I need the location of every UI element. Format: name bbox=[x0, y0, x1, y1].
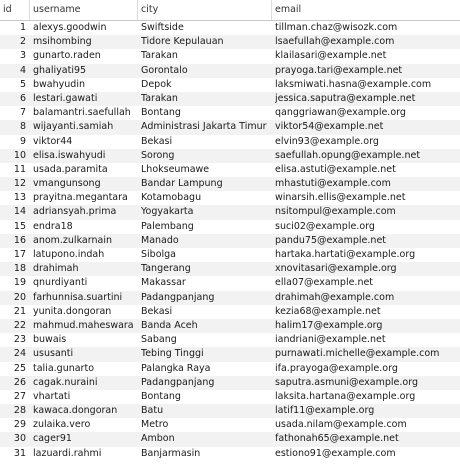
cell-city[interactable]: Sibolga bbox=[141, 249, 177, 260]
cell-username[interactable]: ususanti bbox=[33, 348, 74, 360]
cell-email[interactable]: viktor54@example.net bbox=[275, 121, 384, 133]
cell-email[interactable]: ella07@example.net bbox=[275, 277, 374, 289]
cell-city[interactable]: Makassar bbox=[141, 277, 186, 289]
cell-email[interactable]: usada.nilam@example.com bbox=[275, 419, 407, 431]
table-row[interactable] bbox=[0, 149, 460, 163]
cell-city[interactable]: Bekasi bbox=[141, 135, 173, 147]
cell-id[interactable]: 29 bbox=[13, 419, 26, 431]
cell-city[interactable]: Padangpanjang bbox=[141, 376, 215, 388]
cell-id[interactable]: 23 bbox=[13, 334, 26, 346]
cell-city[interactable]: Swiftside bbox=[141, 22, 184, 33]
table-row[interactable] bbox=[0, 163, 460, 177]
cell-city[interactable]: Bandar Lampung bbox=[141, 178, 223, 190]
cell-id[interactable]: 25 bbox=[13, 362, 26, 374]
table-row[interactable] bbox=[0, 276, 460, 290]
cell-email[interactable]: ifa.prayoga@example.org bbox=[275, 362, 398, 374]
cell-email[interactable]: klailasari@example.net bbox=[275, 50, 387, 62]
cell-id[interactable]: 10 bbox=[13, 149, 26, 161]
table-header bbox=[0, 0, 460, 21]
cell-city[interactable]: Palembang bbox=[141, 220, 194, 232]
table-row[interactable] bbox=[0, 78, 460, 92]
table-row[interactable] bbox=[0, 347, 460, 361]
cell-city[interactable]: Tarakan bbox=[141, 50, 178, 62]
column-header-username[interactable]: username bbox=[30, 0, 138, 20]
cell-id[interactable]: 15 bbox=[13, 220, 26, 232]
cell-email[interactable]: purnawati.michelle@example.com bbox=[275, 348, 440, 360]
table-row[interactable] bbox=[0, 319, 460, 333]
cell-email[interactable]: estiono91@example.com bbox=[275, 447, 396, 459]
cell-email[interactable]: saefullah.opung@example.net bbox=[275, 149, 421, 161]
cell-city[interactable]: Bontang bbox=[141, 390, 181, 402]
cell-id[interactable]: 26 bbox=[13, 376, 26, 388]
cell-city[interactable]: Gorontalo bbox=[141, 64, 188, 76]
table-row[interactable] bbox=[0, 376, 460, 390]
cell-username[interactable]: prayitna.megantara bbox=[33, 192, 128, 204]
table-row[interactable] bbox=[0, 390, 460, 404]
cell-email[interactable]: tillman.chaz@wisozk.com bbox=[275, 22, 398, 33]
cell-username[interactable]: ghaliyati95 bbox=[33, 64, 87, 76]
cell-email[interactable]: prayoga.tari@example.net bbox=[275, 64, 403, 76]
cell-city[interactable]: Tidore Kepulauan bbox=[141, 36, 224, 48]
cell-username[interactable]: talia.gunarto bbox=[33, 362, 95, 374]
cell-city[interactable]: Tangerang bbox=[141, 263, 191, 275]
cell-id[interactable]: 24 bbox=[13, 348, 26, 360]
table-row[interactable] bbox=[0, 291, 460, 305]
cell-email[interactable]: laksita.hartana@example.org bbox=[275, 390, 416, 402]
cell-city[interactable]: Bekasi bbox=[141, 305, 173, 317]
cell-id[interactable]: 16 bbox=[13, 234, 26, 246]
cell-username[interactable]: yunita.dongoran bbox=[33, 305, 112, 317]
cell-id[interactable]: 18 bbox=[13, 263, 26, 275]
cell-email[interactable]: hartaka.hartati@example.org bbox=[275, 249, 416, 260]
cell-id[interactable]: 17 bbox=[13, 249, 26, 260]
table-row[interactable] bbox=[0, 64, 460, 78]
table-row[interactable] bbox=[0, 92, 460, 106]
cell-username[interactable]: zulaika.vero bbox=[33, 419, 91, 431]
cell-city[interactable]: Tarakan bbox=[141, 92, 178, 104]
cell-email[interactable]: qanggriawan@example.org bbox=[275, 107, 406, 119]
cell-username[interactable]: viktor44 bbox=[33, 135, 73, 147]
cell-id[interactable]: 6 bbox=[19, 92, 26, 104]
cell-username[interactable]: vmangunsong bbox=[33, 178, 101, 190]
cell-city[interactable]: Kotamobagu bbox=[141, 192, 202, 204]
cell-username[interactable]: kawaca.dongoran bbox=[33, 405, 118, 417]
cell-email[interactable]: laksmiwati.hasna@example.com bbox=[275, 78, 432, 90]
cell-username[interactable]: adriansyah.prima bbox=[33, 206, 117, 218]
cell-id[interactable]: 2 bbox=[19, 36, 26, 48]
cell-id[interactable]: 11 bbox=[13, 163, 26, 175]
cell-city[interactable]: Manado bbox=[141, 234, 179, 246]
table-row[interactable] bbox=[0, 432, 460, 446]
table-row[interactable] bbox=[0, 404, 460, 418]
cell-city[interactable]: Banjarmasin bbox=[141, 447, 201, 459]
cell-city[interactable]: Palangka Raya bbox=[141, 362, 211, 374]
cell-id[interactable]: 3 bbox=[19, 50, 26, 62]
column-header-id[interactable]: id bbox=[0, 0, 30, 20]
cell-email[interactable]: nsitompul@example.com bbox=[275, 206, 396, 218]
cell-username[interactable]: lazuardi.rahmi bbox=[33, 447, 102, 459]
table-row[interactable] bbox=[0, 106, 460, 120]
cell-id[interactable]: 31 bbox=[13, 447, 26, 459]
cell-username[interactable]: qnurdiyanti bbox=[33, 277, 88, 289]
cell-username[interactable]: alexys.goodwin bbox=[33, 22, 107, 33]
table-row[interactable] bbox=[0, 49, 460, 63]
cell-city[interactable]: Padangpanjang bbox=[141, 291, 215, 303]
cell-username[interactable]: cagak.nuraini bbox=[33, 376, 98, 388]
table-body bbox=[0, 21, 460, 461]
cell-email[interactable]: saputra.asmuni@example.org bbox=[275, 376, 418, 388]
cell-id[interactable]: 1 bbox=[19, 22, 26, 33]
table-row[interactable] bbox=[0, 35, 460, 49]
cell-username[interactable]: buwais bbox=[33, 334, 67, 346]
cell-email[interactable]: halim17@example.org bbox=[275, 319, 383, 331]
table-row[interactable] bbox=[0, 305, 460, 319]
cell-email[interactable]: xnovitasari@example.org bbox=[275, 263, 397, 275]
cell-id[interactable]: 22 bbox=[13, 319, 26, 331]
cell-email[interactable]: latif11@example.org bbox=[275, 405, 375, 417]
table-row[interactable] bbox=[0, 333, 460, 347]
cell-email[interactable]: pandu75@example.net bbox=[275, 234, 387, 246]
cell-email[interactable]: elisa.astuti@example.net bbox=[275, 163, 396, 175]
cell-id[interactable]: 19 bbox=[13, 277, 26, 289]
cell-email[interactable]: iandriani@example.net bbox=[275, 334, 386, 346]
cell-username[interactable]: drahimah bbox=[33, 263, 79, 275]
cell-id[interactable]: 21 bbox=[13, 305, 26, 317]
cell-username[interactable]: wijayanti.samiah bbox=[33, 121, 114, 133]
cell-id[interactable]: 5 bbox=[19, 78, 26, 90]
cell-city[interactable]: Administrasi Jakarta Timur bbox=[141, 121, 267, 133]
cell-city[interactable]: Ambon bbox=[141, 433, 175, 445]
cell-username[interactable]: anom.zulkarnain bbox=[33, 234, 112, 246]
cell-id[interactable]: 4 bbox=[19, 64, 26, 76]
cell-username[interactable]: lestari.gawati bbox=[33, 92, 98, 104]
cell-username[interactable]: latupono.indah bbox=[33, 249, 105, 260]
cell-city[interactable]: Sorong bbox=[141, 149, 175, 161]
cell-username[interactable]: farhunnisa.suartini bbox=[33, 291, 123, 303]
cell-id[interactable]: 8 bbox=[19, 121, 26, 133]
cell-username[interactable]: msihombing bbox=[33, 36, 92, 48]
cell-email[interactable]: kezia68@example.net bbox=[275, 305, 381, 317]
cell-id[interactable]: 13 bbox=[13, 192, 26, 204]
cell-email[interactable]: drahimah@example.com bbox=[275, 291, 395, 303]
cell-email[interactable]: suci02@example.org bbox=[275, 220, 375, 232]
cell-username[interactable]: balamantri.saefullah bbox=[33, 107, 131, 119]
cell-username[interactable]: gunarto.raden bbox=[33, 50, 101, 62]
table-row[interactable] bbox=[0, 418, 460, 432]
cell-username[interactable]: usada.paramita bbox=[33, 163, 108, 175]
table-row[interactable] bbox=[0, 120, 460, 134]
table-row[interactable] bbox=[0, 191, 460, 205]
cell-email[interactable]: lsaefullah@example.com bbox=[275, 36, 395, 48]
cell-city[interactable]: Banda Aceh bbox=[141, 319, 198, 331]
cell-username[interactable]: elisa.iswahyudi bbox=[33, 149, 106, 161]
cell-city[interactable]: Yogyakarta bbox=[141, 206, 194, 218]
column-header-city[interactable]: city bbox=[138, 0, 272, 20]
table-row[interactable] bbox=[0, 177, 460, 191]
table-row[interactable] bbox=[0, 362, 460, 376]
cell-email[interactable]: jessica.saputra@example.net bbox=[275, 92, 416, 104]
column-header-email[interactable]: email bbox=[275, 4, 302, 15]
table-row[interactable] bbox=[0, 220, 460, 234]
cell-username[interactable]: vhartati bbox=[33, 390, 71, 402]
cell-username[interactable]: mahmud.maheswara bbox=[33, 319, 134, 331]
cell-city[interactable]: Tebing Tinggi bbox=[141, 348, 204, 360]
table-row[interactable] bbox=[0, 262, 460, 276]
table-row[interactable] bbox=[0, 447, 460, 461]
cell-email[interactable]: elvin93@example.org bbox=[275, 135, 379, 147]
cell-id[interactable]: 28 bbox=[13, 405, 26, 417]
cell-email[interactable]: fathonah65@example.net bbox=[275, 433, 399, 445]
table-row[interactable] bbox=[0, 135, 460, 149]
cell-city[interactable]: Lhokseumawe bbox=[141, 163, 210, 175]
cell-email[interactable]: winarsih.ellis@example.net bbox=[275, 192, 406, 204]
cell-id[interactable]: 30 bbox=[13, 433, 26, 445]
cell-id[interactable]: 12 bbox=[13, 178, 26, 190]
cell-city[interactable]: Metro bbox=[141, 419, 169, 431]
cell-id[interactable]: 14 bbox=[13, 206, 26, 218]
table-row[interactable] bbox=[0, 248, 460, 262]
cell-username[interactable]: bwahyudin bbox=[33, 78, 85, 90]
cell-id[interactable]: 20 bbox=[13, 291, 26, 303]
cell-username[interactable]: endra18 bbox=[33, 220, 73, 232]
cell-id[interactable]: 7 bbox=[19, 107, 26, 119]
cell-city[interactable]: Bontang bbox=[141, 107, 181, 119]
cell-email[interactable]: mhastuti@example.com bbox=[275, 178, 391, 190]
table-row[interactable] bbox=[0, 234, 460, 248]
cell-id[interactable]: 27 bbox=[13, 390, 26, 402]
cell-city[interactable]: Batu bbox=[141, 405, 164, 417]
cell-id[interactable]: 9 bbox=[19, 135, 26, 147]
cell-username[interactable]: cager91 bbox=[33, 433, 72, 445]
table-row[interactable] bbox=[0, 21, 460, 35]
cell-city[interactable]: Depok bbox=[141, 78, 172, 90]
table-row[interactable] bbox=[0, 205, 460, 219]
cell-city[interactable]: Sabang bbox=[141, 334, 177, 346]
